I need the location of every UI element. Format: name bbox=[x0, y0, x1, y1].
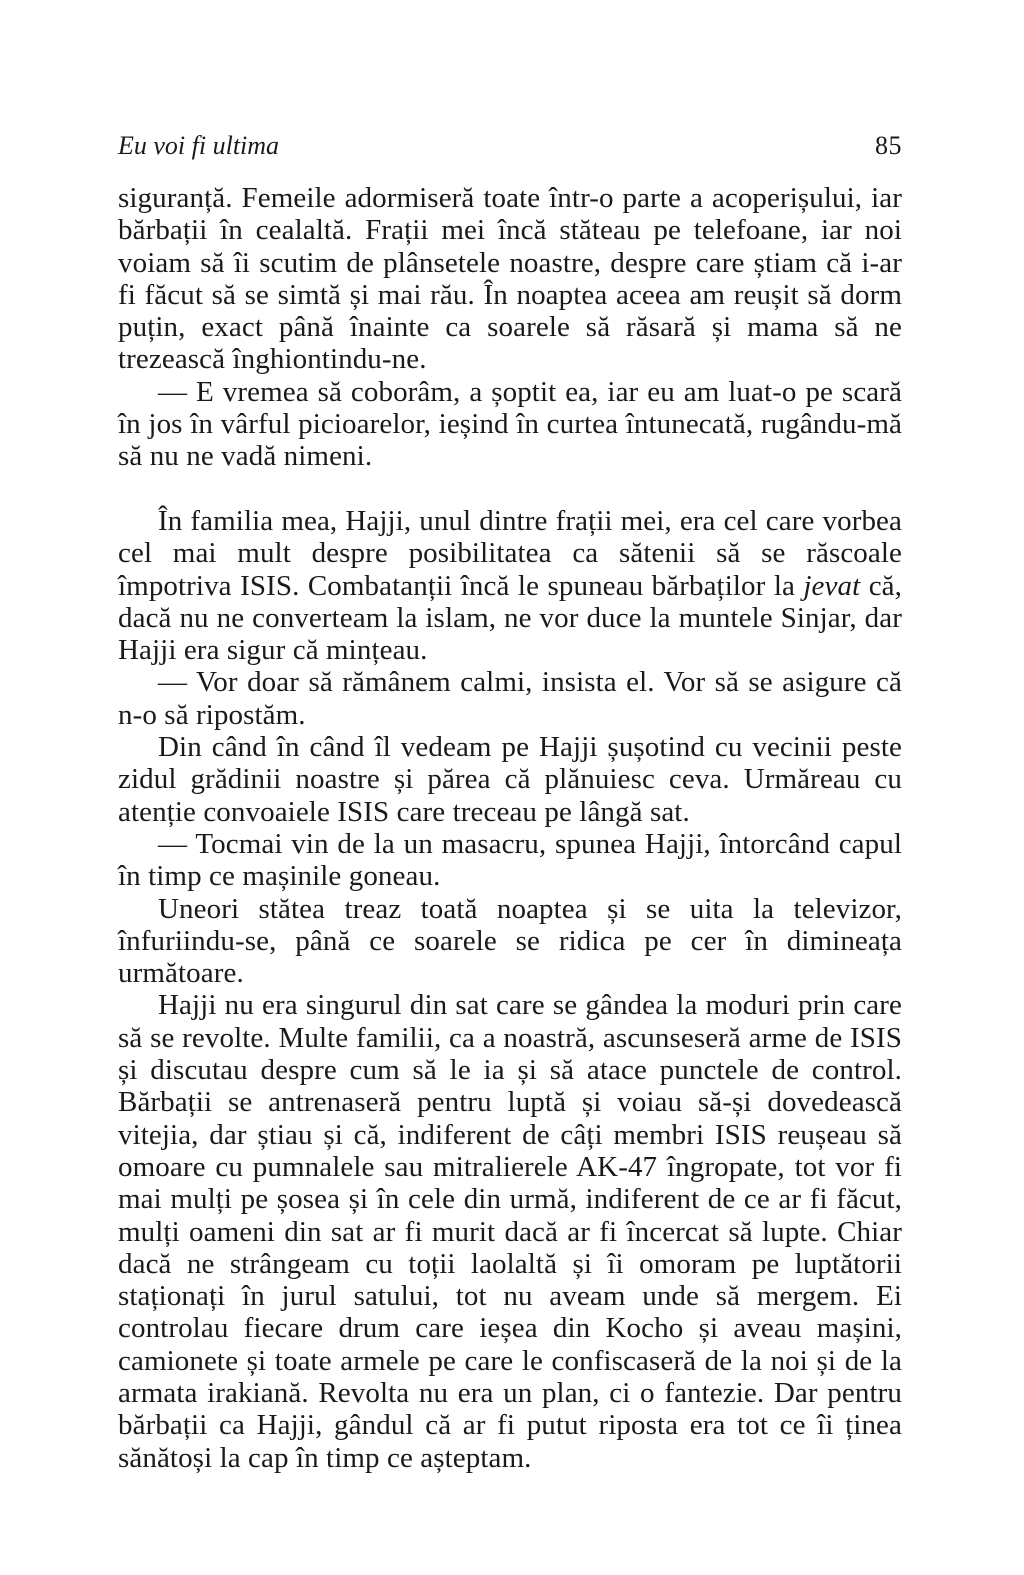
page-header bbox=[118, 128, 902, 164]
paragraph-text: În familia mea, Hajji, unul dintre frații mei, era cel care vorbea cel mai mult despre posibilitatea ca sătenii să se răscoale împotriva ISIS. Combatanții încă le spuneau bărbaților la bbox=[118, 504, 902, 602]
paragraph-dialogue: — E vremea să coborâm, a șoptit ea, iar eu am luat-o pe scară în jos în vârful picioarelor, ieșind în curtea întunecată, rugându-mă să nu ne vadă nimeni. bbox=[118, 375, 902, 473]
paragraph: Hajji nu era singurul din sat care se gândea la moduri prin care să se revolte. Multe familii, ca a noastră, ascunseseră arme de ISIS și discutau despre cum să le ia și să atace punctele de control. Bărbații se antrenaseră pentru luptă și voiau să-și dovedească vitejia, dar știau și că, indiferent de câți membri ISIS reușeau să omoare cu pumnalele sau mitralierele AK-47 îngropate, tot vor fi mai mulți pe șosea și în cele din urmă, indiferent de ce ar fi făcut, mulți oameni din sat ar fi murit dacă ar fi încercat să lupte. Chiar dacă ne strângeam cu toții laolaltă și îi omoram pe luptătorii staționați în jurul satului, tot nu aveam unde să mergem. Ei controlau fiecare drum care ieșea din Kocho și aveau mașini, camionete și toate armele pe care le confiscaseră de la noi și de la armata irakiană. Revolta nu era un plan, ci o fantezie. Dar pentru bărbații ca Hajji, gândul că ar fi putut riposta era tot ce îi ținea sănătoși la cap în timp ce așteptam. bbox=[118, 989, 902, 1474]
body-text bbox=[118, 182, 902, 1474]
running-title: Eu voi fi ultima bbox=[118, 131, 280, 160]
page-number: 85 bbox=[875, 131, 902, 160]
paragraph-dialogue: — Tocmai vin de la un masacru, spunea Hajji, întorcând capul în timp ce mașinile goneau. bbox=[118, 827, 902, 893]
paragraph-section-start bbox=[118, 505, 902, 666]
paragraph-continued: siguranță. Femeile adormiseră toate într-o parte a acoperișului, iar bărbații în cealaltă. Frații mei încă stăteau pe telefoane, iar noi voiam să îi scutim de plânsetele noastre, despre care știam că i-ar fi făcut să se simtă și mai rău. În noaptea aceea am reușit să dorm puțin, exact până înainte ca soarele să răsară și mama să ne trezească înghiontindu-ne. bbox=[118, 182, 902, 376]
paragraph: Uneori stătea treaz toată noaptea și se uita la televizor, înfuriindu-se, până ce soarele se ridica pe cer în dimineața următoare. bbox=[118, 892, 902, 990]
paragraph: Din când în când îl vedeam pe Hajji șușotind cu vecinii peste zidul grădinii noastre și părea că plănuiesc ceva. Urmăreau cu atenție convoaiele ISIS care treceau pe lângă sat. bbox=[118, 731, 902, 828]
paragraph-text: că, dacă nu ne converteam la islam, ne vor duce la muntele Sinjar, dar Hajji era sigur că mințeau. bbox=[118, 569, 902, 667]
paragraph-dialogue: — Vor doar să rămânem calmi, insista el. Vor să se asigure că n-o să ripostăm. bbox=[118, 666, 902, 731]
italic-term: jevat bbox=[803, 569, 861, 602]
book-page bbox=[118, 128, 902, 1474]
